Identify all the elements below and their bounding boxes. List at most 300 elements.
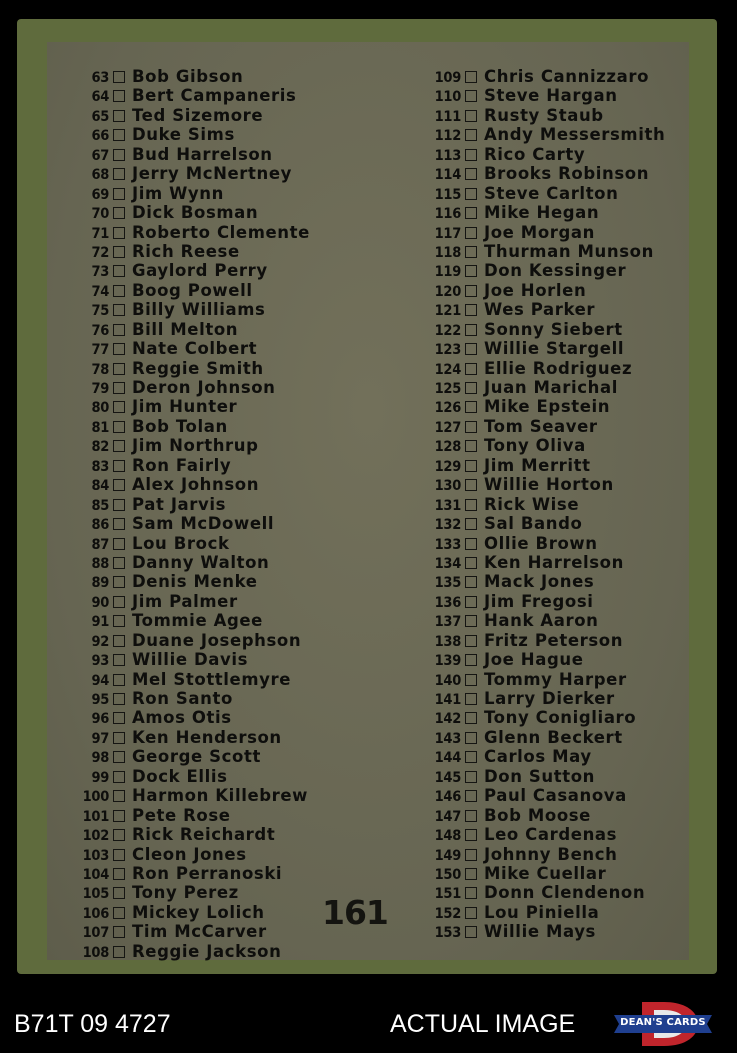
card-number: 132: [434, 517, 461, 534]
checkbox-icon: [113, 887, 125, 899]
checklist-row: [79, 475, 379, 494]
checkbox-icon: [113, 849, 125, 861]
checklist-row: [79, 942, 379, 961]
checkbox-icon: [465, 751, 477, 763]
checkbox-icon: [465, 712, 477, 724]
checklist-row: [79, 670, 379, 689]
checklist-row: [431, 281, 731, 300]
card-number: 141: [434, 692, 461, 708]
checklist-row: [79, 106, 379, 125]
card-number: 86: [91, 517, 109, 534]
checkbox-icon: [113, 401, 125, 413]
card-number: 71: [91, 225, 109, 242]
checkbox-icon: [113, 615, 125, 627]
card-number: 122: [434, 322, 461, 339]
player-name: Ken Harrelson: [484, 552, 624, 572]
player-name: Denis Menke: [132, 572, 258, 592]
player-name: Dock Ellis: [132, 766, 228, 786]
player-name: Bill Melton: [132, 319, 239, 339]
checkbox-icon: [465, 285, 477, 297]
player-name: Duke Sims: [132, 125, 235, 145]
card-number: 139: [434, 653, 461, 670]
checklist-row: [431, 689, 731, 708]
checkbox-icon: [465, 926, 477, 938]
player-name: Mike Hegan: [484, 203, 600, 223]
card-number: 124: [434, 361, 461, 378]
card-number: 113: [434, 147, 461, 164]
card-number: 148: [434, 828, 461, 845]
player-name: Jerry McNertney: [132, 164, 293, 184]
card-number: 134: [434, 555, 461, 572]
player-name: Lou Brock: [132, 533, 230, 553]
player-name: Billy Williams: [132, 300, 266, 320]
checkbox-icon: [465, 849, 477, 861]
card-number: 127: [434, 419, 461, 436]
player-name: Deron Johnson: [132, 378, 276, 397]
checklist-row: [79, 184, 379, 203]
card-number: 137: [434, 614, 461, 631]
checklist-row: [431, 86, 731, 105]
card-number: 117: [434, 225, 461, 242]
card-number: 63: [91, 70, 109, 86]
card-number: 126: [434, 400, 461, 417]
card-number: 136: [434, 594, 461, 611]
card-number: 73: [91, 264, 109, 281]
checklist-row: [79, 203, 379, 222]
player-name: Tony Conigliaro: [484, 708, 637, 728]
card-number: 150: [434, 866, 461, 883]
player-name: Rick Reichardt: [132, 825, 276, 845]
card-number: 79: [91, 381, 109, 397]
checklist-row: [431, 359, 731, 378]
checklist-row: [431, 572, 731, 591]
player-name: Tommy Harper: [484, 669, 627, 689]
card-number: 85: [91, 497, 109, 514]
checklist-row: [431, 300, 731, 319]
checklist-row: [431, 495, 731, 514]
card-number: 95: [91, 692, 109, 708]
player-name: Bert Campaneris: [132, 86, 297, 106]
card-number: 135: [434, 575, 461, 592]
card-number: 125: [434, 381, 461, 397]
checkbox-icon: [113, 635, 125, 647]
checklist-right-column: [431, 67, 731, 942]
checkbox-icon: [465, 110, 477, 122]
player-name: Willie Stargell: [484, 339, 625, 359]
checklist-row: [431, 611, 731, 630]
player-name: Ellie Rodriguez: [484, 358, 633, 378]
checklist-row: [431, 708, 731, 727]
checklist-row: [431, 261, 731, 280]
card-number: 110: [434, 89, 461, 106]
player-name: Nate Colbert: [132, 339, 258, 359]
checkbox-icon: [465, 829, 477, 841]
player-name: Lou Piniella: [484, 902, 600, 922]
checklist-row: [79, 553, 379, 572]
player-name: Jim Northrup: [132, 436, 259, 456]
checklist-row: [79, 339, 379, 358]
checklist-row: [79, 125, 379, 144]
checkbox-icon: [113, 868, 125, 880]
player-name: Boog Powell: [132, 280, 253, 300]
checkbox-icon: [465, 401, 477, 413]
checkbox-icon: [113, 790, 125, 802]
checklist-row: [431, 125, 731, 144]
card-number: 144: [434, 750, 461, 767]
card-number: 90: [91, 594, 109, 611]
checklist-row: [431, 514, 731, 533]
card-number: 138: [434, 633, 461, 650]
player-name: Ken Henderson: [132, 727, 282, 747]
player-name: Mack Jones: [484, 572, 595, 592]
player-name: Ron Santo: [132, 689, 233, 708]
checklist-row: [431, 417, 731, 436]
card-number: 106: [82, 905, 109, 922]
checklist-row: [79, 689, 379, 708]
player-name: Ron Perranoski: [132, 863, 283, 883]
card-number: 94: [91, 672, 109, 689]
checklist-row: [431, 767, 731, 786]
checklist-row: [79, 534, 379, 553]
checklist-row: [431, 67, 731, 86]
checkbox-icon: [465, 129, 477, 141]
card-number: 123: [434, 342, 461, 359]
checklist-row: [431, 631, 731, 650]
card-number: 89: [91, 575, 109, 592]
checklist-row: [79, 864, 379, 883]
card-number: 143: [434, 730, 461, 747]
player-name: Steve Hargan: [484, 86, 618, 106]
checklist-row: [79, 397, 379, 416]
checkbox-icon: [113, 188, 125, 200]
checkbox-icon: [465, 868, 477, 880]
checklist-row: [431, 845, 731, 864]
logo-text: DEAN'S CARDS: [620, 1017, 706, 1028]
player-name: Cleon Jones: [132, 844, 247, 864]
player-name: Mike Cuellar: [484, 863, 607, 883]
card-number: 108: [82, 944, 109, 961]
player-name: Bob Tolan: [132, 416, 228, 436]
checkbox-icon: [113, 460, 125, 472]
player-name: Tom Seaver: [484, 416, 598, 436]
checklist-row: [431, 883, 731, 902]
player-name: Mel Stottlemyre: [132, 669, 292, 689]
checkbox-icon: [465, 479, 477, 491]
checkbox-icon: [113, 596, 125, 608]
checkbox-icon: [113, 265, 125, 277]
player-name: Tony Perez: [132, 883, 239, 903]
player-name: Rick Wise: [484, 494, 580, 514]
player-name: Don Sutton: [484, 766, 596, 786]
player-name: Thurman Munson: [484, 241, 654, 261]
checkbox-icon: [465, 887, 477, 899]
checkbox-icon: [113, 499, 125, 511]
checkbox-icon: [113, 246, 125, 258]
player-name: Juan Marichal: [484, 378, 618, 397]
card-number: 149: [434, 847, 461, 864]
checklist-row: [431, 456, 731, 475]
checklist-row: [431, 922, 731, 941]
player-name: Willie Mays: [484, 922, 596, 942]
checklist-row: [79, 592, 379, 611]
checklist-row: [79, 261, 379, 280]
card-number: 107: [82, 925, 109, 942]
checklist-row: [79, 514, 379, 533]
checkbox-icon: [465, 674, 477, 686]
checkbox-icon: [113, 771, 125, 783]
checklist-row: [79, 786, 379, 805]
card-number: 70: [91, 206, 109, 223]
card-number: 67: [91, 147, 109, 164]
checklist-row: [79, 495, 379, 514]
checklist-row: [431, 320, 731, 339]
checklist-row: [431, 747, 731, 766]
player-name: Larry Dierker: [484, 689, 615, 708]
player-name: Brooks Robinson: [484, 164, 650, 184]
checkbox-icon: [465, 538, 477, 550]
checklist-row: [79, 436, 379, 455]
checkbox-icon: [113, 654, 125, 666]
card-number: 92: [91, 633, 109, 650]
checklist-row: [431, 145, 731, 164]
checkbox-icon: [465, 732, 477, 744]
card-number: 146: [434, 789, 461, 806]
card-number: 98: [91, 750, 109, 767]
checkbox-icon: [465, 188, 477, 200]
player-name: Ron Fairly: [132, 455, 232, 475]
player-name: Harmon Killebrew: [132, 786, 309, 806]
checklist-row: [79, 572, 379, 591]
checkbox-icon: [465, 168, 477, 180]
checkbox-icon: [113, 129, 125, 141]
checkbox-icon: [113, 538, 125, 550]
card-number: 64: [91, 89, 109, 106]
checkbox-icon: [465, 324, 477, 336]
checkbox-icon: [113, 732, 125, 744]
checklist-row: [431, 534, 731, 553]
card-number: 93: [91, 653, 109, 670]
card-number: 129: [434, 458, 461, 475]
card-number: 78: [91, 361, 109, 378]
checklist-row: [431, 475, 731, 494]
card-number: 153: [434, 925, 461, 942]
player-name: Hank Aaron: [484, 611, 599, 631]
card-number: 112: [434, 128, 461, 145]
player-name: Joe Hague: [484, 650, 584, 670]
checkbox-icon: [465, 596, 477, 608]
checkbox-icon: [113, 149, 125, 161]
player-name: George Scott: [132, 747, 261, 767]
checkbox-icon: [113, 751, 125, 763]
player-name: Willie Horton: [484, 475, 614, 495]
checkbox-icon: [465, 440, 477, 452]
player-name: Bud Harrelson: [132, 144, 273, 164]
checklist-row: [431, 592, 731, 611]
card-number: 101: [82, 808, 109, 825]
player-name: Bob Gibson: [132, 67, 244, 86]
checkbox-icon: [465, 576, 477, 588]
card-number: 102: [82, 828, 109, 845]
checklist-left-column: [79, 67, 379, 961]
checklist-row: [431, 184, 731, 203]
player-name: Steve Carlton: [484, 183, 619, 203]
player-name: Gaylord Perry: [132, 261, 268, 281]
checkbox-icon: [465, 810, 477, 822]
card-number: 75: [91, 303, 109, 320]
checklist-row: [431, 864, 731, 883]
checklist-row: [431, 553, 731, 572]
checkbox-icon: [465, 421, 477, 433]
card-number: 131: [434, 497, 461, 514]
checklist-row: [431, 339, 731, 358]
checkbox-icon: [113, 557, 125, 569]
card-number: 105: [82, 886, 109, 903]
player-name: Rico Carty: [484, 144, 586, 164]
card-number: 120: [434, 283, 461, 300]
card-number: 99: [91, 769, 109, 786]
player-name: Reggie Smith: [132, 358, 264, 378]
card-number: 116: [434, 206, 461, 223]
checkbox-icon: [465, 615, 477, 627]
checkbox-icon: [113, 674, 125, 686]
checkbox-icon: [113, 518, 125, 530]
checkbox-icon: [113, 90, 125, 102]
player-name: Donn Clendenon: [484, 883, 646, 903]
checklist-row: [431, 436, 731, 455]
player-name: Wes Parker: [484, 300, 596, 320]
checklist-row: [431, 903, 731, 922]
player-name: Carlos May: [484, 747, 592, 767]
player-name: Jim Wynn: [132, 183, 224, 203]
checkbox-icon: [113, 946, 125, 958]
player-name: Alex Johnson: [132, 475, 260, 495]
checklist-row: [79, 708, 379, 727]
player-name: Ted Sizemore: [132, 105, 264, 125]
player-name: Rich Reese: [132, 241, 240, 261]
deans-cards-logo: [612, 1000, 714, 1048]
player-name: Tim McCarver: [132, 922, 267, 942]
checkbox-icon: [113, 324, 125, 336]
checkbox-icon: [465, 90, 477, 102]
card-number: 84: [91, 478, 109, 495]
checklist-row: [431, 164, 731, 183]
checkbox-icon: [465, 654, 477, 666]
card-number: 115: [434, 186, 461, 203]
player-name: Tony Oliva: [484, 436, 586, 456]
checkbox-icon: [465, 265, 477, 277]
player-name: Duane Josephson: [132, 630, 302, 650]
card-number: 119: [434, 264, 461, 281]
checkbox-icon: [113, 810, 125, 822]
checklist-row: [79, 728, 379, 747]
player-name: Mike Epstein: [484, 397, 611, 417]
checklist-row: [79, 417, 379, 436]
checkbox-icon: [113, 110, 125, 122]
player-name: Paul Casanova: [484, 786, 627, 806]
card-number: 68: [91, 167, 109, 184]
card-number: 133: [434, 536, 461, 553]
actual-image-label: ACTUAL IMAGE: [390, 1010, 576, 1038]
checkbox-icon: [113, 421, 125, 433]
checklist-row: [79, 164, 379, 183]
card-number: 114: [434, 167, 461, 184]
checkbox-icon: [113, 829, 125, 841]
checkbox-icon: [465, 246, 477, 258]
checkbox-icon: [113, 227, 125, 239]
checklist-row: [79, 145, 379, 164]
checkbox-icon: [113, 576, 125, 588]
checkbox-icon: [465, 343, 477, 355]
checkbox-icon: [113, 207, 125, 219]
player-name: Roberto Clemente: [132, 222, 310, 242]
checklist-row: [431, 825, 731, 844]
checklist-card: [17, 19, 717, 974]
checklist-row: [79, 67, 379, 86]
player-name: Sonny Siebert: [484, 319, 623, 339]
card-number: 103: [82, 847, 109, 864]
card-number: 87: [91, 536, 109, 553]
player-name: Jim Merritt: [484, 455, 591, 475]
checkbox-icon: [113, 168, 125, 180]
checklist-row: [79, 631, 379, 650]
player-name: Joe Horlen: [484, 280, 587, 300]
card-number: 145: [434, 769, 461, 786]
checklist-row: [431, 397, 731, 416]
checkbox-icon: [113, 712, 125, 724]
checklist-row: [431, 650, 731, 669]
checklist-row: [79, 242, 379, 261]
checkbox-icon: [465, 557, 477, 569]
checklist-row: [79, 611, 379, 630]
player-name: Amos Otis: [132, 708, 232, 728]
checklist-row: [79, 806, 379, 825]
player-name: Fritz Peterson: [484, 630, 624, 650]
checkbox-icon: [113, 285, 125, 297]
player-name: Andy Messersmith: [484, 125, 666, 145]
card-number: 147: [434, 808, 461, 825]
card-number: 88: [91, 555, 109, 572]
card-number: 128: [434, 439, 461, 456]
checklist-row: [79, 747, 379, 766]
checkbox-icon: [113, 926, 125, 938]
card-number: 76: [91, 322, 109, 339]
player-name: Jim Palmer: [132, 591, 238, 611]
card-number: 118: [434, 244, 461, 261]
card-number: 151: [434, 886, 461, 903]
card-number: 82: [91, 439, 109, 456]
card-number: 121: [434, 303, 461, 320]
checkbox-icon: [465, 149, 477, 161]
checklist-row: [79, 281, 379, 300]
checkbox-icon: [465, 363, 477, 375]
checklist-row: [79, 300, 379, 319]
checklist-row: [431, 223, 731, 242]
checkbox-icon: [113, 343, 125, 355]
card-number: 97: [91, 730, 109, 747]
checklist-row: [79, 825, 379, 844]
card-number: 140: [434, 672, 461, 689]
card-number: 69: [91, 186, 109, 203]
checkbox-icon: [113, 693, 125, 705]
player-name: Jim Hunter: [132, 397, 238, 417]
checkbox-icon: [465, 382, 477, 394]
checkbox-icon: [113, 304, 125, 316]
player-name: Pat Jarvis: [132, 494, 227, 514]
card-number: 104: [82, 866, 109, 883]
player-name: Jim Fregosi: [484, 591, 594, 611]
card-number: 100: [82, 789, 109, 806]
checklist-row: [79, 378, 379, 397]
